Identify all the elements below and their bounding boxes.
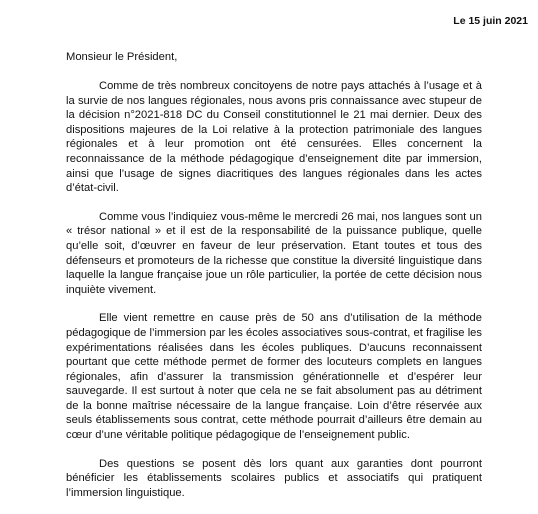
paragraph-3: Elle vient remettre en cause près de 50 ans d’utilisation de la méthode pédagogique de l’immersion par les écoles associatives sous-contrat, et fragilise les expérimentations réalisées dans les écoles publiques. D’aucuns reconnaissent pourtant que cette méthode permet de former des locuteurs complets en langues régionales, afin d’assurer la transmission générationnelle et d’espérer leur sauvegarde. Il est surtout à noter que cela ne se fait absolument pas au détriment de la bonne maîtrise nécessaire de la langue française. Loin d’être réservée aux seuls établissements sous contrat, cette méthode pourrait d’ailleurs être demain au cœur d’une véritable politique pédagogique de l’enseignement public. <box>66 312 482 442</box>
paragraph-1: Comme de très nombreux concitoyens de notre pays attachés à l’usage et à la survie de nos langues régionales, nous avons pris connaissance avec stupeur de la décision n°2021-818 DC du Conseil constitutionnel le 21 mai dernier. Deux des dispositions majeures de la Loi relative à la protection patrimoniale des langues régionales et à leur promotion ont été censurées. Elles concernent la reconnaissance de la méthode pédagogique d’enseignement dite par immersion, ainsi que l’usage de signes diacritiques des langues régionales dans les actes d’état-civil. <box>66 80 482 195</box>
letter-date: Le 15 juin 2021 <box>453 15 528 27</box>
letter-body <box>66 79 482 514</box>
letter-salutation: Monsieur le Président, <box>66 51 178 63</box>
paragraph-4: Des questions se posent dès lors quant aux garanties dont pourront bénéficier les établissements scolaires publics et associatifs qui pratiquent l’immersion linguistique. <box>66 457 482 499</box>
paragraph-2: Comme vous l’indiquiez vous-même le mercredi 26 mai, nos langues sont un « trésor national » et il est de la responsabilité de la puissance publique, quelle qu’elle soit, d’œuvrer en faveur de leur préservation. Etant toutes et tous des défenseurs et promoteurs de la richesse que constitue la diversité linguistique dans laquelle la langue française joue un rôle particulier, la portée de cette décision nous inquiète vivement. <box>66 210 482 296</box>
